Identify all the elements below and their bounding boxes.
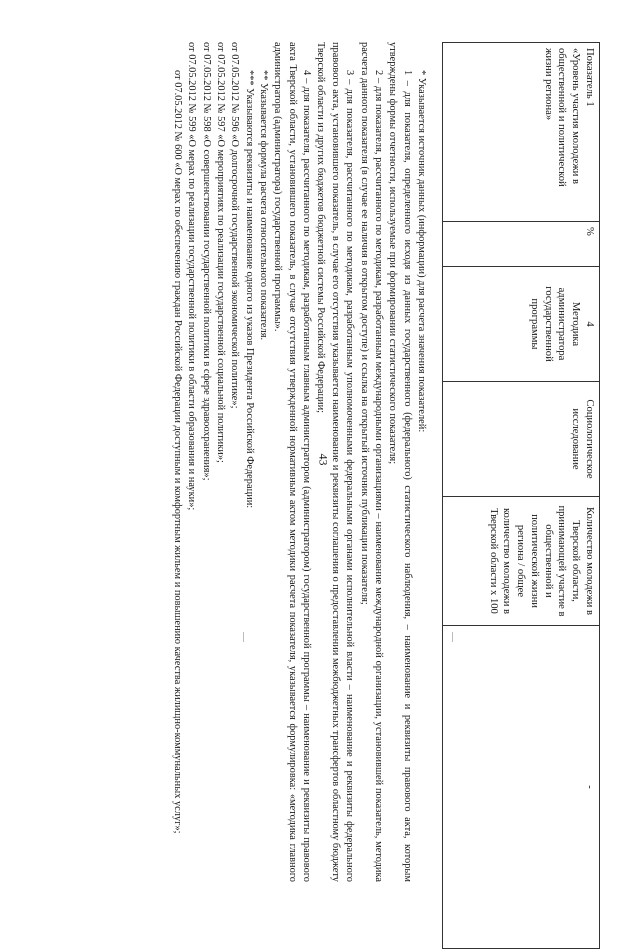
decree-item: от 07.05.2012 № 597 «О мероприятиях по реализации государственной социальной политики»; <box>214 42 226 463</box>
note: ** Указывается формула расчета относительного показателя. <box>258 70 270 341</box>
method: Социологическое исследование <box>570 399 595 479</box>
decree-item: от 07.05.2012 № 598 «О совершенствовании государственной политики в сфере здравоохранения»; <box>200 42 212 481</box>
indicator-name: Показатель 1 «Уровень участия молодежи в общественной и политической жизни региона» <box>542 48 595 187</box>
decree-item: от 07.05.2012 № 599 «О мерах по реализации государственной политики в области образования и науки»; <box>186 42 198 511</box>
note: * Указывается источник данных (информации) для расчета значения показателей: <box>416 70 427 433</box>
method-cell <box>443 382 600 497</box>
decree-cell <box>443 626 600 949</box>
unit: % <box>584 227 595 236</box>
note: 1 – для показателя, определенного исходя из данных государственного (федерального) статистического наблюдения, – наименование и реквизиты правового акта, которым утверждены формы отчетности, используемые при формировании статистического показателя; <box>387 42 413 882</box>
source-cell <box>443 267 600 382</box>
page-number: 43 <box>316 453 331 466</box>
note: 2 – для показателя, рассчитанного по методикам, разработанным международными организациями – наименование международной организации, установившей показатель, методика расчета данного показателя (в случае ее наличия в открытом доступе) и ссылка на открытый источник публикации показателя; <box>358 42 384 882</box>
indicator-name-cell <box>443 43 600 222</box>
footnotes <box>170 42 428 882</box>
indicator-table <box>442 42 600 949</box>
source-description: Методика администратора государственной программы <box>528 286 582 362</box>
note: *** Указываются реквизиты и наименование одного из указов Президента Российской Федерации: <box>243 70 255 509</box>
formula: Количество молодежи в Тверской области, принимающей участие в общественной и политической жизни региона / общее количество молодежи в Тверской области х 100 <box>487 505 595 617</box>
decree-item: от 07.05.2012 № 596 «О долгосрочной государственной экономической политике»; <box>229 42 241 409</box>
unit-cell <box>443 222 600 267</box>
note: 4 – для показателя, рассчитанного по методикам, разработанным главным администратором (администратором) государственной программы – наименование и реквизиты правового акта Тверской области, установившего показатель, в случае отсутствия утвержденной нормативным актом методики расчета показателя, указывается формулировка: «методика главного администратора (администратора) государственной программы». <box>272 42 313 882</box>
note: 3 – для показателя, рассчитанного по методикам, разработанным уполномоченными федеральными органами исполнительной власти – наименование и реквизиты федерального правового акта, установившего показатель, в случае его отсутствия указывается наименование и реквизиты соглашения о предоставлении межбюджетных трансфертов областному бюджету Тверской области из других бюджетов бюджетной системы Российской Федерации; <box>315 42 356 882</box>
decree-item: от 07.05.2012 № 600 «О мерах по обеспечению граждан Российской Федерации доступным и комфортным жильем и повышению качества жилищно-коммунальных услуг»; <box>171 70 183 834</box>
table-row <box>443 43 600 949</box>
formula-cell <box>443 497 600 626</box>
source-number: 4 <box>584 321 595 327</box>
decree-value: - <box>584 785 595 789</box>
rotated-page-content <box>40 42 600 882</box>
